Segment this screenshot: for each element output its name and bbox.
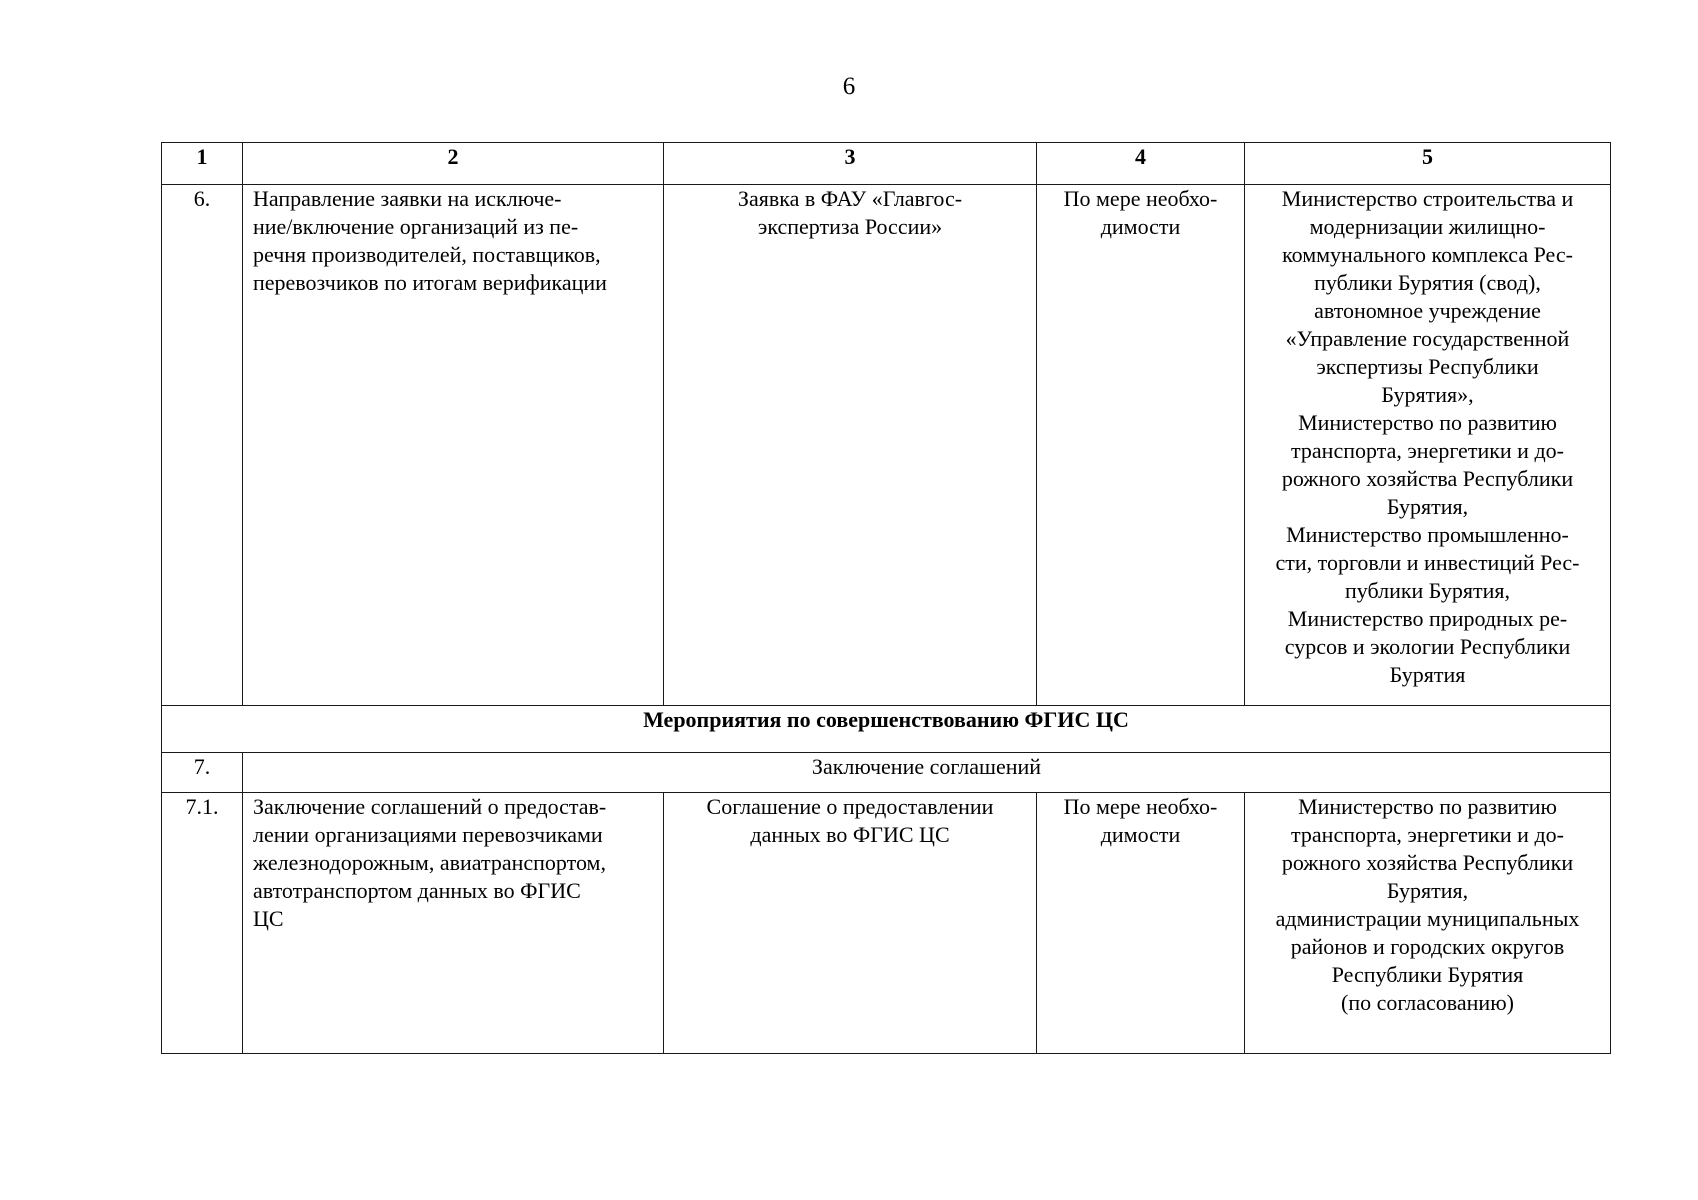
cell-line: Заявка в ФАУ «Главгос- (737, 186, 963, 211)
page-number: 6 (842, 73, 856, 100)
header-row (162, 143, 1611, 185)
table-row-7-1 (162, 793, 1611, 1054)
cell-line: Бурятия», (1381, 382, 1474, 407)
cell-line: димости (1100, 822, 1181, 847)
section-row (162, 706, 1611, 753)
cell-line: Заключение соглашений о предостав- (253, 794, 607, 819)
cell-line: транспорта, энергетики и до- (1291, 822, 1564, 847)
term-cell (1037, 793, 1245, 1054)
cell-line: районов и городских округов (1290, 934, 1565, 959)
row-number: 7. (162, 753, 243, 793)
cell-line: Бурятия, (1386, 494, 1469, 519)
cell-line: автономное учреждение (1314, 298, 1541, 323)
cell-line: Соглашение о предоставлении (706, 794, 994, 819)
cell-line: транспорта, энергетики и до- (1291, 438, 1564, 463)
cell-line: сурсов и экологии Республики (1284, 634, 1571, 659)
header-col-5: 5 (1245, 143, 1611, 185)
cell-line: Министерство по развитию (1298, 410, 1557, 435)
cell-line: рожного хозяйства Республики (1281, 466, 1574, 491)
cell-line: По мере необхо- (1063, 794, 1218, 819)
section-title: Мероприятия по совершенствованию ФГИС ЦС (162, 706, 1611, 753)
cell-line: Направление заявки на исключе- (253, 186, 562, 211)
cell-line: Бурятия, (1386, 878, 1469, 903)
table-row-7 (162, 753, 1611, 793)
cell-line: администрации муниципальных (1275, 906, 1580, 931)
cell-line: модернизации жилищно- (1309, 214, 1546, 239)
cell-line: (по согласованию) (1341, 990, 1514, 1015)
header-col-3: 3 (664, 143, 1037, 185)
cell-line: речня производителей, поставщиков, (253, 242, 601, 267)
result-cell (664, 793, 1037, 1054)
header-col-2: 2 (243, 143, 664, 185)
cell-line: лении организациями перевозчиками (253, 822, 603, 847)
table-row-6 (162, 185, 1611, 706)
row-number: 6. (162, 185, 243, 706)
action-cell (243, 185, 664, 706)
cell-line: железнодорожным, авиатранспортом, (253, 850, 606, 875)
row-number: 7.1. (162, 793, 243, 1054)
cell-line: экспертиза России» (757, 214, 943, 239)
cell-line: ние/включение организаций из пе- (253, 214, 579, 239)
term-cell (1037, 185, 1245, 706)
cell-line: данных во ФГИС ЦС (750, 822, 950, 847)
cell-line: димости (1100, 214, 1181, 239)
header-col-4: 4 (1037, 143, 1245, 185)
cell-line: сти, торговли и инвестиций Рес- (1275, 550, 1580, 575)
cell-line: По мере необхо- (1063, 186, 1218, 211)
cell-line: Министерство строительства и (1281, 186, 1574, 211)
cell-line: Министерство природных ре- (1287, 606, 1568, 631)
cell-line: ЦС (253, 906, 284, 931)
cell-line: «Управление государственной (1285, 326, 1570, 351)
cell-line: Министерство промышленно- (1286, 522, 1569, 547)
cell-line: рожного хозяйства Республики (1281, 850, 1574, 875)
cell-line: коммунального комплекса Рес- (1282, 242, 1573, 267)
cell-line: Бурятия (1389, 662, 1466, 687)
action-cell (243, 793, 664, 1054)
result-cell (664, 185, 1037, 706)
cell-line: перевозчиков по итогам верификации (253, 270, 607, 295)
measures-table (161, 142, 1611, 1054)
subsection-title: Заключение соглашений (243, 753, 1611, 793)
cell-line: публики Бурятия, (1344, 578, 1511, 603)
header-col-1: 1 (162, 143, 243, 185)
cell-line: Министерство по развитию (1298, 794, 1557, 819)
cell-line: автотранспортом данных во ФГИС (253, 878, 581, 903)
cell-line: экспертизы Республики (1316, 354, 1539, 379)
responsible-cell (1245, 793, 1611, 1054)
cell-line: публики Бурятия (свод), (1314, 270, 1541, 295)
cell-line: Республики Бурятия (1331, 962, 1524, 987)
responsible-cell (1245, 185, 1611, 706)
